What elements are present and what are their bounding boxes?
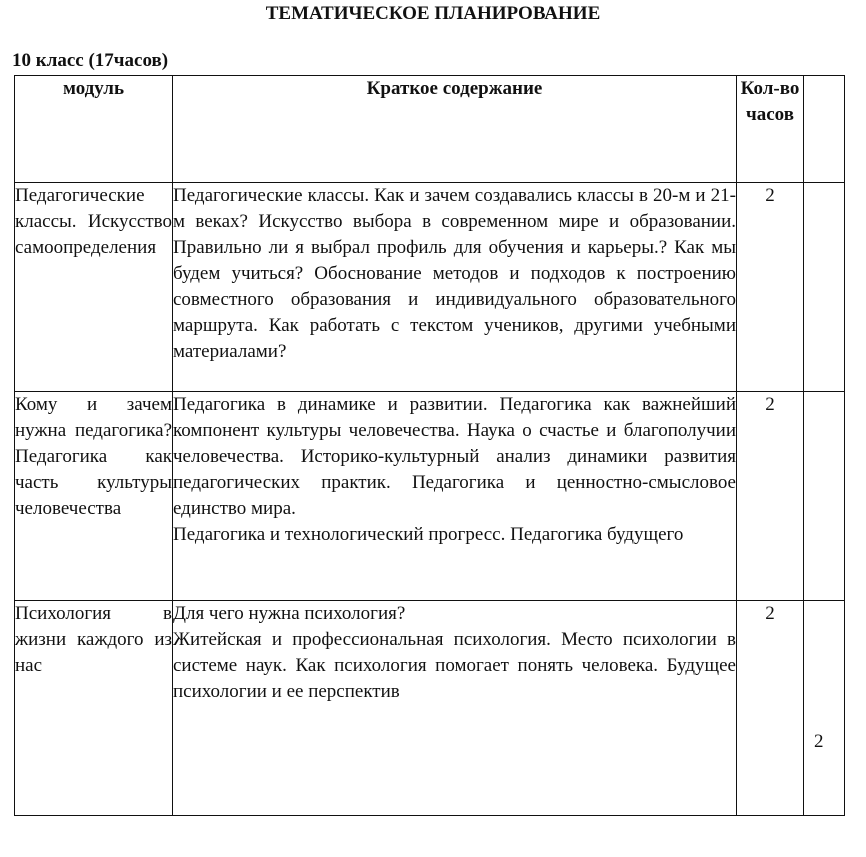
- module-cell: Кому и зачем нужна педагогика? Педагогика как часть культуры человечества: [15, 392, 173, 601]
- table-header-row: [15, 76, 845, 183]
- content-cell: [173, 601, 737, 816]
- extra-column-cell: [804, 601, 845, 816]
- module-cell: Педагогические классы. Искусство самоопределения: [15, 183, 173, 392]
- header-hours: Кол-во часов: [737, 76, 804, 183]
- content-cell: [173, 392, 737, 601]
- content-paragraph: Житейская и профессиональная психология. Место психологии в системе наук. Как психология помогает понять человека. Будущее психологии и ее перспектив: [173, 629, 736, 702]
- content-paragraph: Для чего нужна психология?: [173, 603, 406, 624]
- table-row: [15, 392, 845, 601]
- header-content: Краткое содержание: [173, 76, 737, 183]
- content-paragraph: Педагогика в динамике и развитии. Педагогика как важнейший компонент культуры человечества. Наука о счастье и благополучии человечества. Историко-культурный анализ динамики развития педагогических практик. Педагогика и ценностно-смысловое единство мира.: [173, 394, 736, 519]
- table-row: [15, 183, 845, 392]
- extra-column-cell: [804, 76, 845, 183]
- extra-column-cell: [804, 183, 845, 392]
- content-paragraph: Педагогика и технологический прогресс. Педагогика будущего: [173, 524, 684, 545]
- planning-table: [14, 75, 845, 816]
- extra-column-cell: [804, 392, 845, 601]
- hours-cell: 2: [737, 392, 804, 601]
- header-module: модуль: [15, 76, 173, 183]
- content-paragraph: Педагогические классы. Как и зачем создавались классы в 20-м и 21-м веках? Искусство выбора в современном мире и образовании. Правильно ли я выбрал профиль для обучения и карьеры.? Как мы будем учиться? Обоснование методов и подходов к построению совместного образования и индивидуального образовательного маршрута. Как работать с текстом учеников, другими учебными материалами?: [173, 185, 736, 362]
- module-cell: Психология в жизни каждого из нас: [15, 601, 173, 816]
- hours-cell: 2: [737, 601, 804, 816]
- content-cell: [173, 183, 737, 392]
- class-hours-heading: 10 класс (17часов): [12, 50, 169, 71]
- hours-cell: 2: [737, 183, 804, 392]
- table-row: [15, 601, 845, 816]
- extra-column-mark: 2: [814, 731, 824, 752]
- page-title: ТЕМАТИЧЕСКОЕ ПЛАНИРОВАНИЕ: [265, 3, 601, 24]
